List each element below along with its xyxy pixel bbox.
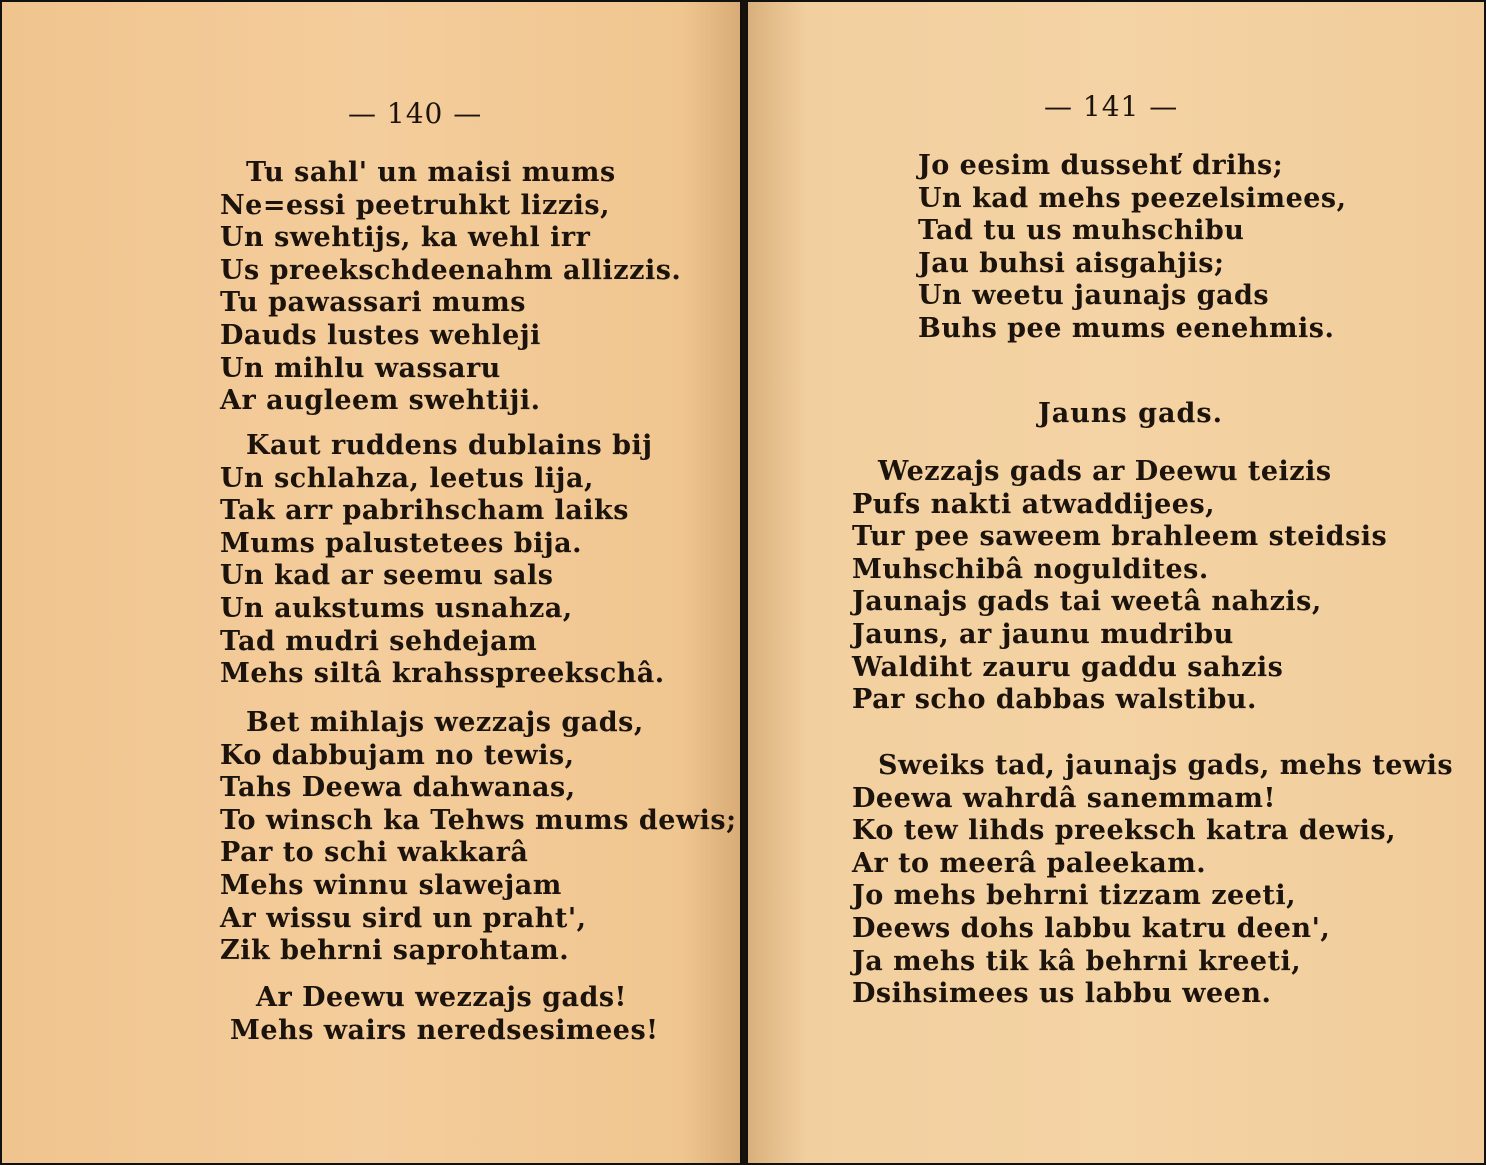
verse-line: Dsihsimees us labbu ween. [852,978,1272,1010]
page-number-right: — 141 — [1044,90,1179,123]
verse-line: Ja mehs tik kâ behrni kreeti, [852,945,1302,977]
verse-line: Pufs nakti atwaddijees, [852,488,1216,520]
verse-line: Zik behrni saprohtam. [220,935,570,967]
verse-line: Waldiht zauru gaddu sahzis [852,651,1284,683]
verse-line: Tahs Deewa dahwanas, [220,772,576,804]
verse-line: Buhs pee mums eenehmis. [918,312,1335,344]
verse-line: Un kad mehs peezelsimees, [918,182,1347,214]
verse-line: Ar Deewu wezzajs gads! [256,982,627,1013]
verse-line: Tu sahl' un maisi mums [246,157,616,188]
verse-line: Un swehtijs, ka wehl irr [220,222,591,254]
verse-line: Jo eesim dussehť drihs; [918,150,1284,181]
verse-line: Muhschibâ noguldites. [852,553,1209,585]
stanza [852,456,1387,717]
verse-line: Jaunajs gads tai weetâ nahzis, [852,586,1322,618]
verse-line: Jo mehs behrni tizzam zeeti, [852,880,1297,912]
verse-line: Tak arr pabrihscham laiks [220,495,629,527]
verse-line: Tad tu us muhschibu [918,215,1245,247]
verse-line: Deews dohs labbu katru deen', [852,912,1331,944]
verse-line: Ne=essi peetruhkt lizzis, [220,189,611,221]
verse-line: Un weetu jaunajs gads [918,280,1270,312]
verse-line: Tu pawassari mums [220,287,527,319]
stanza [918,150,1347,346]
stanza [220,430,665,691]
right-page [746,0,1486,1165]
verse-line: Par scho dabbas walstibu. [852,684,1257,716]
verse-line: Mehs wairs neredsesimees! [230,1014,659,1046]
verse-line: Ar augleem swehtiji. [220,385,541,417]
left-page [0,0,742,1165]
stanza [220,707,737,968]
stanza [230,982,659,1047]
verse-line: Ar wissu sird un praht', [220,902,587,934]
verse-line: Mehs siltâ krahsspreekschâ. [220,658,665,690]
verse-line: Jau buhsi aisgahjis; [918,247,1225,279]
page-number-left: — 140 — [348,97,483,130]
stanza [852,750,1453,1011]
verse-line: Un schlahza, leetus lija, [220,462,594,494]
verse-line: Ko dabbujam no tewis, [220,739,575,771]
verse-line: Un mihlu wassaru [220,352,501,384]
verse-line: Kaut ruddens dublains bij [246,430,653,461]
verse-line: To winsch ka Tehws mums dewis; [220,804,737,836]
verse-line: Un aukstums usnahza, [220,592,573,624]
stanza [220,157,681,418]
verse-line: Deewa wahrdâ sanemmam! [852,782,1276,814]
verse-line: Mums palustetees bija. [220,527,583,559]
verse-line: Ko tew lihds preeksch katra dewis, [852,815,1396,847]
verse-line: Us preekschdeenahm allizzis. [220,254,682,286]
verse-line: Par to schi wakkarâ [220,837,529,869]
verse-line: Sweiks tad, jaunajs gads, mehs tewis [878,750,1454,781]
verse-line: Bet mihlajs wezzajs gads, [246,707,644,738]
verse-line: Tur pee saweem brahleem steidsis [852,521,1388,553]
verse-line: Tad mudri sehdejam [220,625,538,657]
verse-line: Ar to meerâ paleekam. [852,847,1207,879]
poem-title: Jauns gads. [1038,398,1223,429]
verse-line: Un kad ar seemu sals [220,560,554,592]
verse-line: Dauds lustes wehleji [220,319,541,351]
verse-line: Wezzajs gads ar Deewu teizis [878,456,1332,487]
verse-line: Jauns, ar jaunu mudribu [852,618,1234,650]
verse-line: Mehs winnu slawejam [220,869,562,901]
